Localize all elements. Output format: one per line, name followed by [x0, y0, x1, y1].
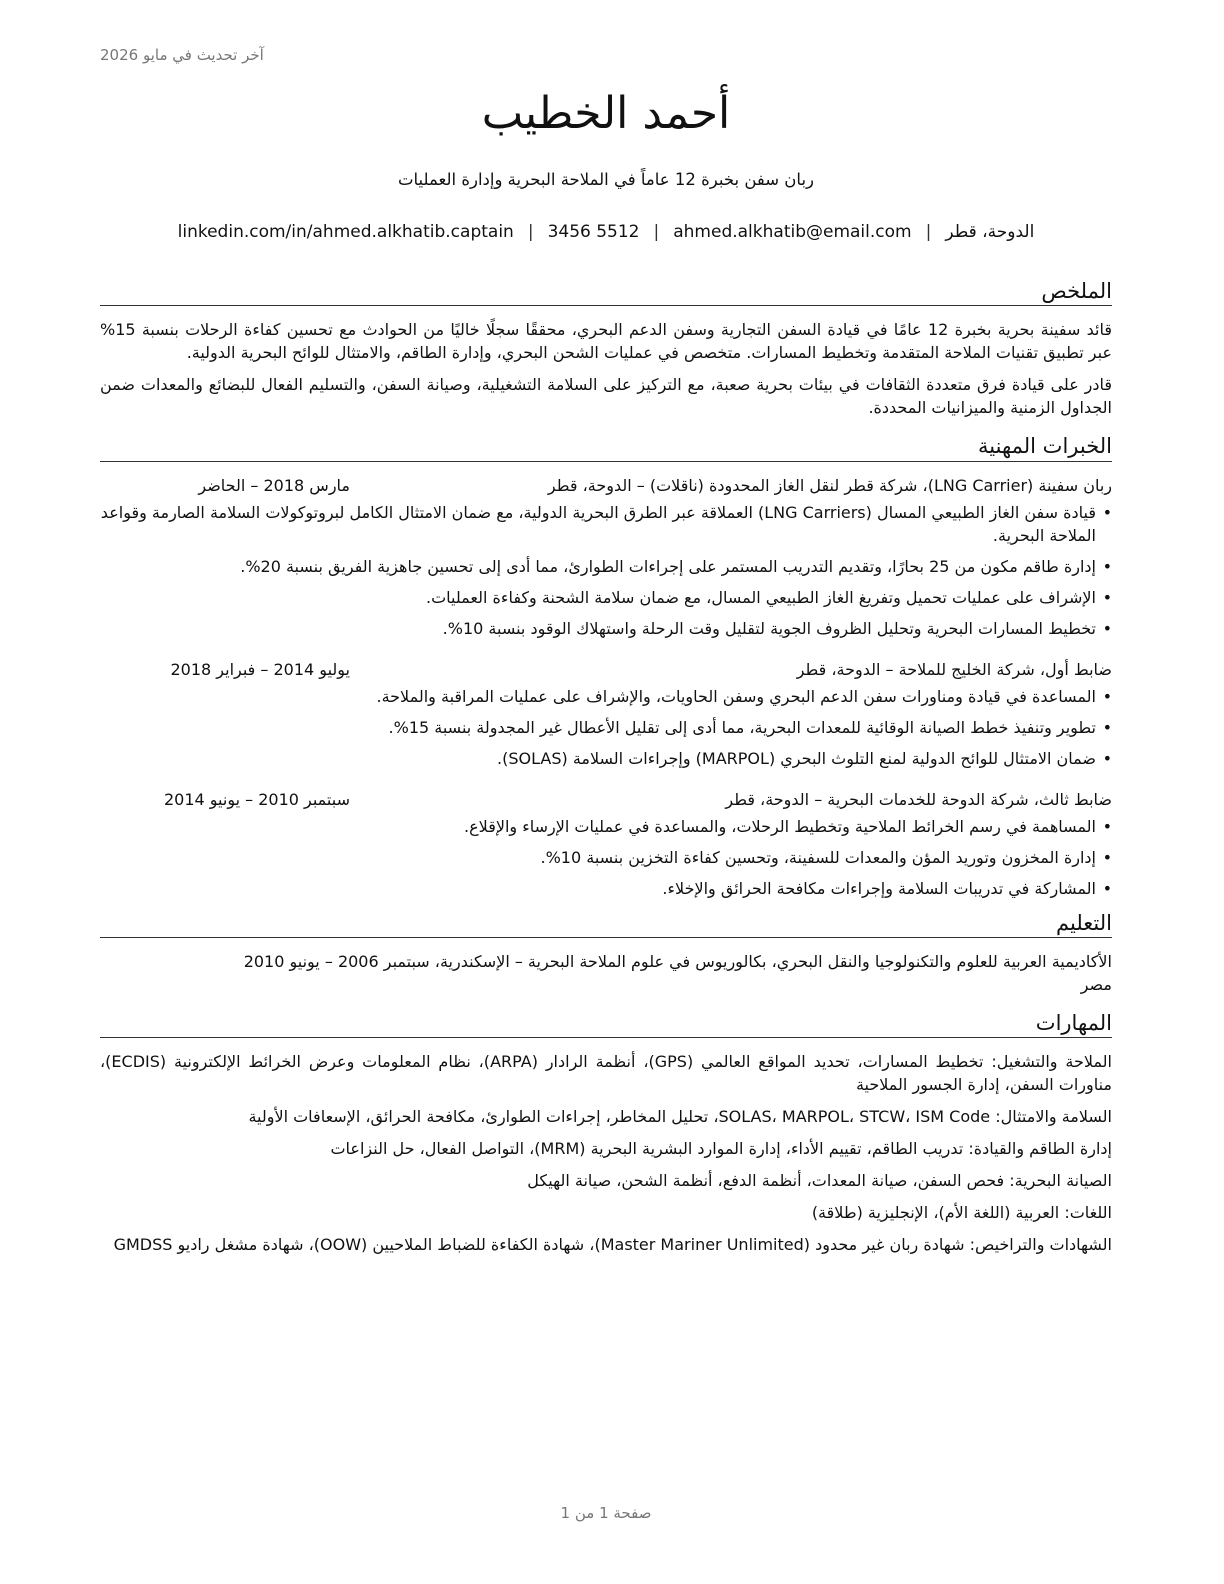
job-dates: سبتمبر 2010 – يونيو 2014: [163, 789, 350, 809]
bullet-item: • قيادة سفن الغاز الطبيعي المسال (LNG Carriers) العملاقة عبر الطرق البحرية الدولية، مع ضمان الامتثال الكامل لبروتوكولات السلامة الصارمة وقواعد الملاحة البحرية.: [100, 501, 1112, 547]
separator: |: [925, 222, 932, 242]
bullet-item: • ضمان الامتثال للوائح الدولية لمنع التلوث البحري (MARPOL) وإجراءات السلامة (SOLAS).: [100, 747, 1112, 770]
bullet-item: • إدارة طاقم مكون من 25 بحارًا، وتقديم التدريب المستمر على إجراءات الطوارئ، مما أدى إلى تحسين جاهزية الفريق بنسبة 20%.: [100, 555, 1112, 578]
job-role: ضابط أول، شركة الخليج للملاحة – الدوحة، قطر: [796, 659, 1112, 679]
bullet-item: • إدارة المخزون وتوريد المؤن والمعدات للسفينة، وتحسين كفاءة التخزين بنسبة 10%.: [100, 846, 1112, 869]
summary-paragraph: قائد سفينة بحرية بخبرة 12 عامًا في قيادة السفن التجارية وسفن الدعم البحري، محققًا سجلًا خاليًا من الحوادث مع تحسين كفاءة الرحلات بنسبة 15% عبر تطبيق تقنيات الملاحة المتقدمة وتخطيط المسارات. متخصص في عمليات الشحن البحري، وإدارة الطاقم، والامتثال للوائح البحرية الدولية.: [100, 320, 1113, 363]
job-bullets: [100, 501, 1112, 640]
bullet-item: • تطوير وتنفيذ خطط الصيانة الوقائية للمعدات البحرية، مما أدى إلى تقليل الأعطال غير المجدولة بنسبة 15%.: [100, 716, 1112, 739]
section-title-skills: المهارات: [100, 1010, 1112, 1038]
contact-email[interactable]: ahmed.alkhatib@email.com: [673, 222, 912, 242]
bullet-item: • المساعدة في قيادة ومناورات سفن الدعم البحري وسفن الحاويات، والإشراف على عمليات المراقبة والملاحة.: [100, 685, 1112, 708]
skill-line: الشهادات والتراخيص: شهادة ربان غير محدود (Master Mariner Unlimited)، شهادة الكفاءة للضباط الملاحيين (OOW)، شهادة مشغل راديو GMDSS: [113, 1235, 1112, 1254]
job-bullets: [100, 815, 1112, 900]
section-title-education: التعليم: [100, 910, 1112, 938]
skills-section: [100, 1010, 1112, 1256]
job-entry: [100, 658, 1112, 770]
job-dates: يوليو 2014 – فبراير 2018: [170, 659, 350, 679]
contact-phone[interactable]: 3456 5512: [547, 222, 640, 242]
job-role: ضابط ثالث، شركة الدوحة للخدمات البحرية – الدوحة، قطر: [725, 789, 1112, 809]
candidate-tagline: ربان سفن بخبرة 12 عاماً في الملاحة البحرية وإدارة العمليات: [397, 170, 815, 189]
skill-line: الملاحة والتشغيل: تخطيط المسارات، تحديد المواقع العالمي (GPS)، أنظمة الرادار (ARPA)، نظام المعلومات وعرض الخرائط الإلكترونية (ECDIS)، مناورات السفن، إدارة الجسور الملاحية: [100, 1052, 1112, 1094]
job-role: ربان سفينة (LNG Carrier)، شركة قطر لنقل الغاز المحدودة (ناقلات) – الدوحة، قطر: [547, 475, 1112, 495]
separator: |: [653, 222, 660, 242]
job-header: [100, 658, 1112, 681]
skill-line: اللغات: العربية (اللغة الأم)، الإنجليزية (طلاقة): [811, 1203, 1112, 1222]
job-header: [100, 474, 1112, 497]
candidate-name: أحمد الخطيب: [481, 88, 731, 139]
education-entry: [100, 950, 1112, 996]
education-country: مصر: [1080, 974, 1112, 994]
contact-linkedin[interactable]: linkedin.com/in/ahmed.alkhatib.captain: [177, 222, 514, 242]
skill-line: إدارة الطاقم والقيادة: تدريب الطاقم، تقييم الأداء، إدارة الموارد البشرية البحرية (MRM)، التواصل الفعال، حل النزاعات: [330, 1139, 1112, 1158]
job-entry: [100, 788, 1112, 900]
job-dates: مارس 2018 – الحاضر: [198, 475, 350, 495]
job-entry: [100, 474, 1112, 640]
summary-paragraph: قادر على قيادة فرق متعددة الثقافات في بيئات بحرية صعبة، مع التركيز على السلامة التشغيلية، وصيانة السفن، والتسليم الفعال للبضائع والمعدات ضمن الجداول الزمنية والميزانيات المحددة.: [100, 375, 1112, 418]
education-line: الأكاديمية العربية للعلوم والتكنولوجيا والنقل البحري، بكالوريوس في علوم الملاحة البحرية – الإسكندرية، سبتمبر 2006 – يونيو 2010: [243, 951, 1112, 971]
summary-section: [100, 278, 1112, 419]
resume-page: [100, 0, 1112, 1584]
skill-line: السلامة والامتثال: SOLAS، MARPOL، STCW، ISM Code، تحليل المخاطر، إجراءات الطوارئ، مكافحة الحرائق، الإسعافات الأولية: [248, 1107, 1112, 1126]
resume-content: [100, 278, 1112, 1265]
page-number: صفحة 1 من 1: [560, 1504, 652, 1522]
job-bullets: [100, 685, 1112, 770]
section-title-summary: الملخص: [100, 278, 1112, 306]
contact-line: [100, 222, 1112, 242]
bullet-item: • المساهمة في رسم الخرائط الملاحية وتخطيط الرحلات، والمساعدة في عمليات الإرساء والإقلاع.: [100, 815, 1112, 838]
education-section: [100, 910, 1112, 996]
bullet-item: • تخطيط المسارات البحرية وتحليل الظروف الجوية لتقليل وقت الرحلة واستهلاك الوقود بنسبة 10%.: [100, 617, 1112, 640]
skill-line: الصيانة البحرية: فحص السفن، صيانة المعدات، أنظمة الدفع، أنظمة الشحن، صيانة الهيكل: [527, 1171, 1112, 1190]
job-header: [100, 788, 1112, 811]
last-updated: آخر تحديث في مايو 2026: [100, 46, 264, 64]
section-title-experience: الخبرات المهنية: [100, 433, 1112, 461]
contact-location: الدوحة، قطر: [945, 222, 1035, 242]
experience-section: [100, 433, 1112, 899]
bullet-item: • الإشراف على عمليات تحميل وتفريغ الغاز الطبيعي المسال، مع ضمان سلامة الشحنة وكفاءة العمليات.: [100, 586, 1112, 609]
separator: |: [527, 222, 534, 242]
bullet-item: • المشاركة في تدريبات السلامة وإجراءات مكافحة الحرائق والإخلاء.: [100, 877, 1112, 900]
